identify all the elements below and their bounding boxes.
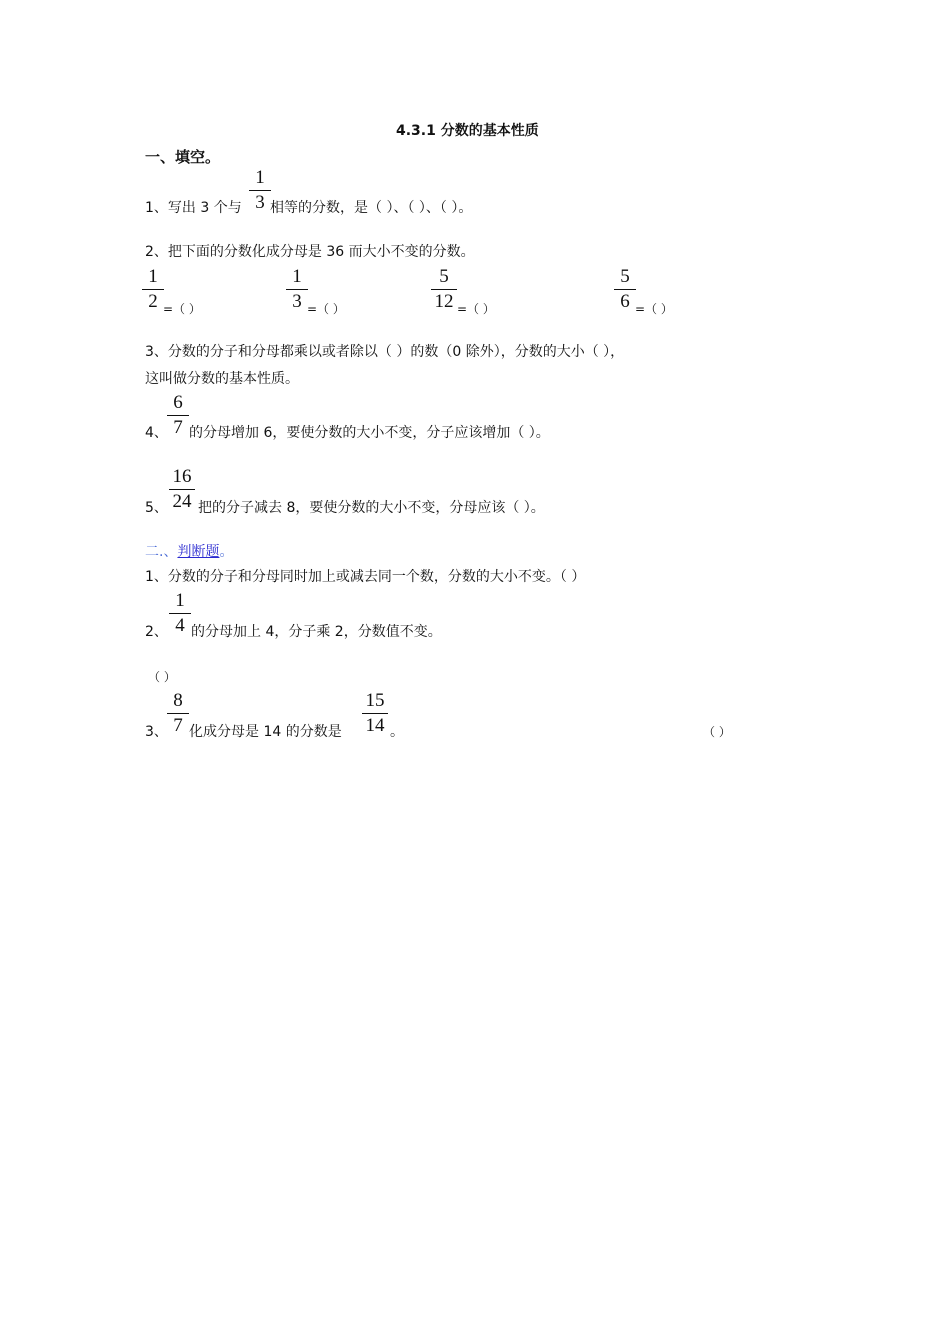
q2-text: 2、把下面的分数化成分母是 36 而大小不变的分数。 (145, 244, 475, 260)
q2-answer-1: =（ ） (163, 302, 201, 316)
s2-q2-fraction-denominator: 4 (175, 615, 185, 636)
fraction-bar (169, 489, 195, 490)
section-1-heading: 一、填空。 (145, 148, 221, 166)
s2-q3-fraction-2-numerator: 15 (365, 690, 385, 711)
q1-fraction-denominator: 3 (255, 192, 265, 213)
section-2-heading-link[interactable]: 判断题 (177, 544, 220, 560)
q2-fraction-4-denominator: 6 (620, 291, 630, 312)
q5-fraction (169, 467, 195, 512)
s2-q3-fraction-1-denominator: 7 (173, 715, 183, 736)
q2-fraction-2-denominator: 3 (292, 291, 302, 312)
q4-fraction-denominator: 7 (173, 417, 183, 438)
q2-fraction-3-numerator: 5 (439, 266, 449, 287)
fraction-bar (614, 289, 636, 290)
q4-prefix: 4、 (145, 425, 168, 441)
q2-fraction-2-numerator: 1 (292, 266, 302, 287)
fraction-bar (167, 415, 189, 416)
s2-q2-fraction-numerator: 1 (175, 590, 185, 611)
q4-fraction-numerator: 6 (173, 392, 183, 413)
s2-q2-prefix: 2、 (145, 624, 168, 640)
q2-fraction-1-denominator: 2 (148, 291, 158, 312)
q5-fraction-denominator: 24 (172, 491, 192, 512)
q1-fraction (249, 168, 271, 213)
q1-prefix: 1、写出 3 个与 (145, 200, 242, 216)
section-2-heading-prefix: 二.、 (145, 544, 178, 560)
s2-q3-fraction-2-denominator: 14 (365, 715, 385, 736)
fraction-bar (167, 713, 189, 714)
q5-suffix: 把的分子减去 8，要使分数的大小不变，分母应该（ ）。 (198, 500, 545, 516)
section-2-heading (145, 543, 233, 561)
q2-answer-2: =（ ） (307, 302, 345, 316)
s2-q2-suffix: 的分母加上 4，分子乘 2，分数值不变。 (191, 624, 442, 640)
fraction-bar (286, 289, 308, 290)
fraction-bar (142, 289, 164, 290)
q2-fraction-3 (431, 267, 457, 312)
s2-q2-answer-paren: （ ） (148, 670, 176, 684)
s2-q3-fraction-1 (167, 691, 189, 736)
s2-q3-fraction-1-numerator: 8 (173, 690, 183, 711)
q2-fraction-3-denominator: 12 (434, 291, 454, 312)
q3-line-1: 3、分数的分子和分母都乘以或者除以（ ）的数（0 除外），分数的大小（ ）， (145, 344, 625, 360)
s2-q3-fraction-2 (362, 691, 388, 736)
s2-q1-text: 1、分数的分子和分母同时加上或减去同一个数，分数的大小不变。（ ） (145, 569, 586, 585)
q2-fraction-4 (614, 267, 636, 312)
q2-fraction-1-numerator: 1 (148, 266, 158, 287)
q1-fraction-numerator: 1 (255, 167, 265, 188)
fraction-bar (169, 613, 191, 614)
fraction-bar (249, 190, 271, 191)
q4-fraction (167, 393, 189, 438)
page-title: 4.3.1 分数的基本性质 (396, 123, 539, 139)
q2-answer-4: =（ ） (635, 302, 673, 316)
fraction-bar (431, 289, 457, 290)
q4-suffix: 的分母增加 6，要使分数的大小不变，分子应该增加（ ）。 (189, 425, 550, 441)
s2-q2-fraction (169, 591, 191, 636)
q2-fraction-1 (142, 267, 164, 312)
s2-q3-middle: 化成分母是 14 的分数是 (189, 724, 342, 740)
q1-suffix: 相等的分数，是（ ）、（ ）、（ ）。 (270, 200, 473, 216)
q2-fraction-2 (286, 267, 308, 312)
s2-q3-answer-paren: （ ） (703, 725, 731, 739)
q2-answer-3: =（ ） (457, 302, 495, 316)
q5-prefix: 5、 (145, 500, 168, 516)
section-2-heading-suffix: 。 (219, 544, 234, 560)
s2-q3-prefix: 3、 (145, 724, 168, 740)
q3-line-2: 这叫做分数的基本性质。 (145, 371, 299, 387)
fraction-bar (362, 713, 388, 714)
q2-fraction-4-numerator: 5 (620, 266, 630, 287)
q5-fraction-numerator: 16 (172, 466, 192, 487)
s2-q3-end: 。 (390, 724, 404, 740)
